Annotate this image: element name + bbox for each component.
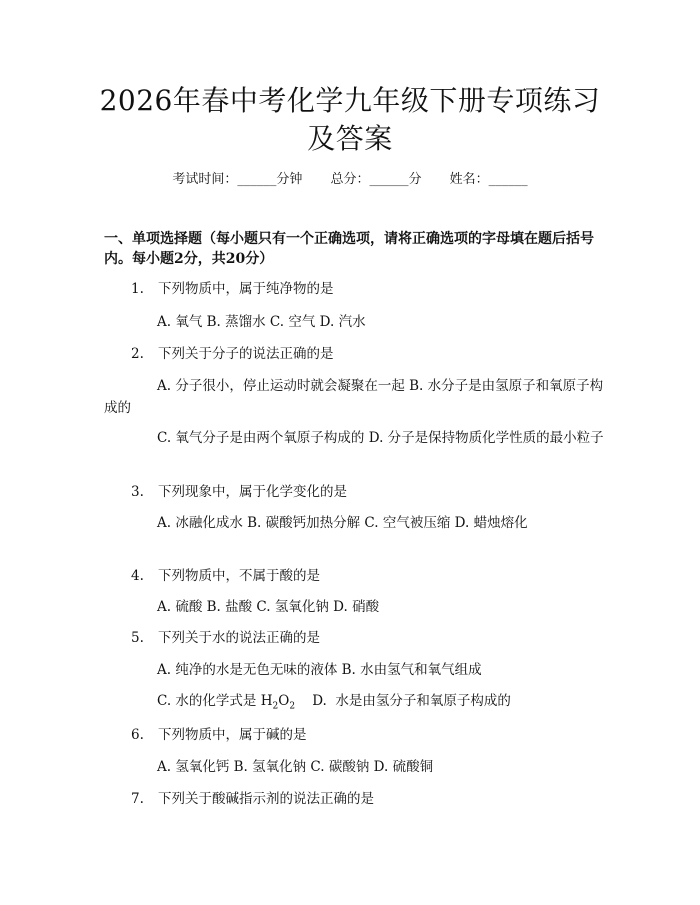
question-number: 6. (131, 727, 144, 743)
question-2-options-ab: A. 分子很小，停止运动时就会凝聚在一起 B. 水分子是由氢原子和氧原子构成的 (104, 378, 604, 416)
question-4-options: A. 硫酸 B. 盐酸 C. 氢氧化钠 D. 硝酸 (157, 599, 380, 615)
question-text: 下列物质中，属于碱的是 (158, 727, 307, 743)
question-5 (131, 629, 611, 647)
option-d: D. 水是由氢分子和氧原子构成的 (295, 693, 511, 709)
exam-info (0, 168, 700, 187)
question-5-options-ab: A. 纯净的水是无色无味的液体 B. 水由氢气和氧气组成 (157, 662, 482, 678)
question-2-options-cd: C. 氧气分子是由两个氧原子构成的 D. 分子是保持物质化学性质的最小粒子 (157, 430, 604, 446)
question-6 (131, 726, 611, 744)
question-number: 4. (131, 568, 144, 584)
question-text: 下列关于酸碱指示剂的说法正确的是 (158, 791, 374, 807)
exam-time-field: 考试时间：______分钟 (172, 172, 303, 187)
question-text: 下列关于分子的说法正确的是 (158, 346, 334, 362)
student-name-field: 姓名：______ (449, 172, 528, 187)
section-heading: 一、单项选择题（每小题只有一个正确选项，请将正确选项的字母填在题后括号内。每小题2分，共20分） (104, 231, 594, 267)
question-number: 7. (131, 791, 144, 807)
question-4 (131, 567, 611, 585)
question-text: 下列现象中，属于化学变化的是 (158, 484, 347, 500)
question-1 (131, 280, 611, 298)
question-text: 下列物质中，属于纯净物的是 (158, 281, 334, 297)
option-c-mid: O (278, 693, 290, 709)
question-3-options: A. 冰融化成水 B. 碳酸钙加热分解 C. 空气被压缩 D. 蜡烛熔化 (157, 515, 528, 531)
question-5-options-cd (104, 690, 609, 718)
total-score-field: 总分：______分 (330, 172, 422, 187)
question-2 (131, 345, 611, 363)
question-number: 1. (131, 281, 144, 297)
question-number: 2. (131, 346, 144, 362)
question-number: 5. (131, 630, 144, 646)
question-7 (131, 790, 611, 808)
subscript: 2 (289, 701, 296, 712)
question-3 (131, 483, 611, 501)
question-1-options: A. 氧气 B. 蒸馏水 C. 空气 D. 汽水 (157, 314, 366, 330)
option-c-prefix: C. 水的化学式是 H (157, 693, 273, 709)
question-6-options: A. 氢氧化钙 B. 氢氧化钠 C. 碳酸钠 D. 硫酸铜 (157, 759, 434, 775)
question-text: 下列物质中，不属于酸的是 (158, 568, 320, 584)
document-title: 2026年春中考化学九年级下册专项练习及答案 (99, 84, 601, 155)
question-text: 下列关于水的说法正确的是 (158, 630, 320, 646)
question-number: 3. (131, 484, 144, 500)
subscript: 2 (272, 701, 279, 712)
